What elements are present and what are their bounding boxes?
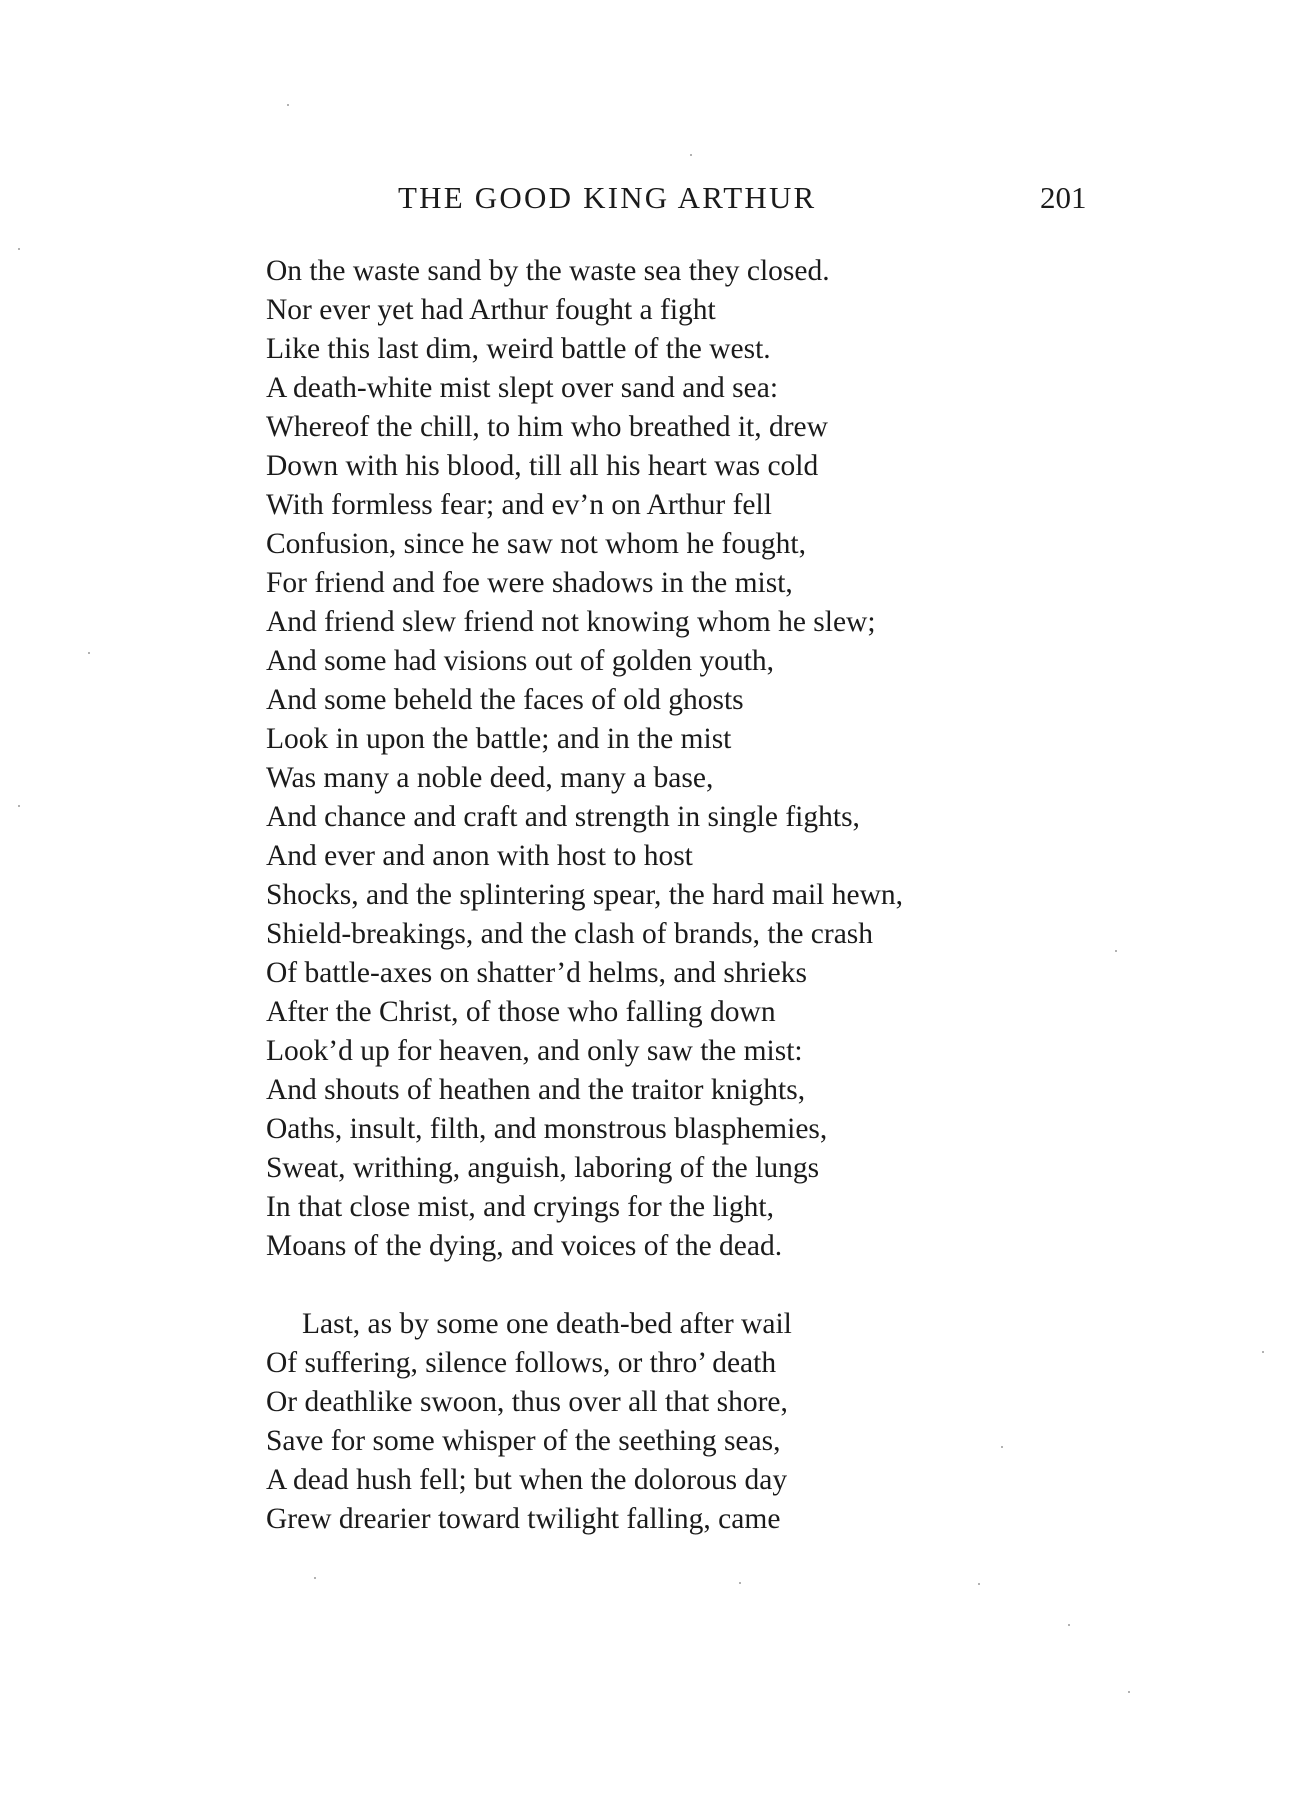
verse-line: Grew drearier toward twilight falling, came <box>266 1503 781 1535</box>
verse-line: Nor ever yet had Arthur fought a fight <box>266 294 716 326</box>
verse-line: Was many a noble deed, many a base, <box>266 762 714 794</box>
verse-line: After the Christ, of those who falling down <box>266 996 776 1028</box>
verse-line: And friend slew friend not knowing whom he slew; <box>266 606 876 638</box>
verse-line: Look in upon the battle; and in the mist <box>266 723 732 755</box>
stanza-1 <box>266 252 1126 1266</box>
scan-speck <box>1115 950 1117 952</box>
verse-line: And some had visions out of golden youth, <box>266 645 775 677</box>
scan-speck <box>1068 1624 1070 1626</box>
scan-speck <box>18 248 20 250</box>
verse-line: Shocks, and the splintering spear, the hard mail hewn, <box>266 879 904 911</box>
verse-line-indented: Last, as by some one death-bed after wail <box>302 1308 792 1340</box>
verse-line: Whereof the chill, to him who breathed it, drew <box>266 411 828 443</box>
verse-line: And chance and craft and strength in single fights, <box>266 801 860 833</box>
verse-line: And shouts of heathen and the traitor knights, <box>266 1074 806 1106</box>
verse-line: Shield-breakings, and the clash of brands, the crash <box>266 918 874 950</box>
scan-speck <box>739 1582 741 1584</box>
scan-speck <box>1262 1351 1264 1353</box>
verse-line: On the waste sand by the waste sea they closed. <box>266 255 830 287</box>
verse-line: For friend and foe were shadows in the mist, <box>266 567 793 599</box>
running-title: THE GOOD KING ARTHUR <box>398 180 817 215</box>
verse-line: Oaths, insult, filth, and monstrous blasphemies, <box>266 1113 828 1145</box>
verse-line: Of battle-axes on shatter’d helms, and shrieks <box>266 957 807 989</box>
verse-line: A dead hush fell; but when the dolorous day <box>266 1464 788 1496</box>
scan-speck <box>1128 1691 1130 1693</box>
verse-line: Moans of the dying, and voices of the dead. <box>266 1230 783 1262</box>
verse-line: A death-white mist slept over sand and sea: <box>266 372 779 404</box>
scan-speck <box>314 1577 316 1579</box>
verse-line: And ever and anon with host to host <box>266 840 693 872</box>
scan-speck <box>18 805 20 807</box>
scan-speck <box>88 652 90 654</box>
verse-line: In that close mist, and cryings for the light, <box>266 1191 774 1223</box>
scan-speck <box>978 1583 980 1585</box>
verse-line: Like this last dim, weird battle of the west. <box>266 333 771 365</box>
scan-speck <box>287 104 289 106</box>
verse-line: Sweat, writhing, anguish, laboring of the lungs <box>266 1152 820 1184</box>
verse-line: Of suffering, silence follows, or thro’ death <box>266 1347 777 1379</box>
verse-line: With formless fear; and ev’n on Arthur fell <box>266 489 772 521</box>
running-head <box>0 178 1295 218</box>
scan-speck <box>690 154 692 156</box>
stanza-2 <box>266 1305 1126 1539</box>
verse-line: And some beheld the faces of old ghosts <box>266 684 744 716</box>
verse-line: Look’d up for heaven, and only saw the mist: <box>266 1035 803 1067</box>
verse-line: Confusion, since he saw not whom he fought, <box>266 528 806 560</box>
verse-line: Or deathlike swoon, thus over all that shore, <box>266 1386 788 1418</box>
scan-speck <box>1001 1446 1003 1448</box>
verse-line: Down with his blood, till all his heart was cold <box>266 450 819 482</box>
page-number: 201 <box>1040 180 1087 215</box>
verse-line: Save for some whisper of the seething seas, <box>266 1425 781 1457</box>
poem-text <box>266 252 1126 1539</box>
